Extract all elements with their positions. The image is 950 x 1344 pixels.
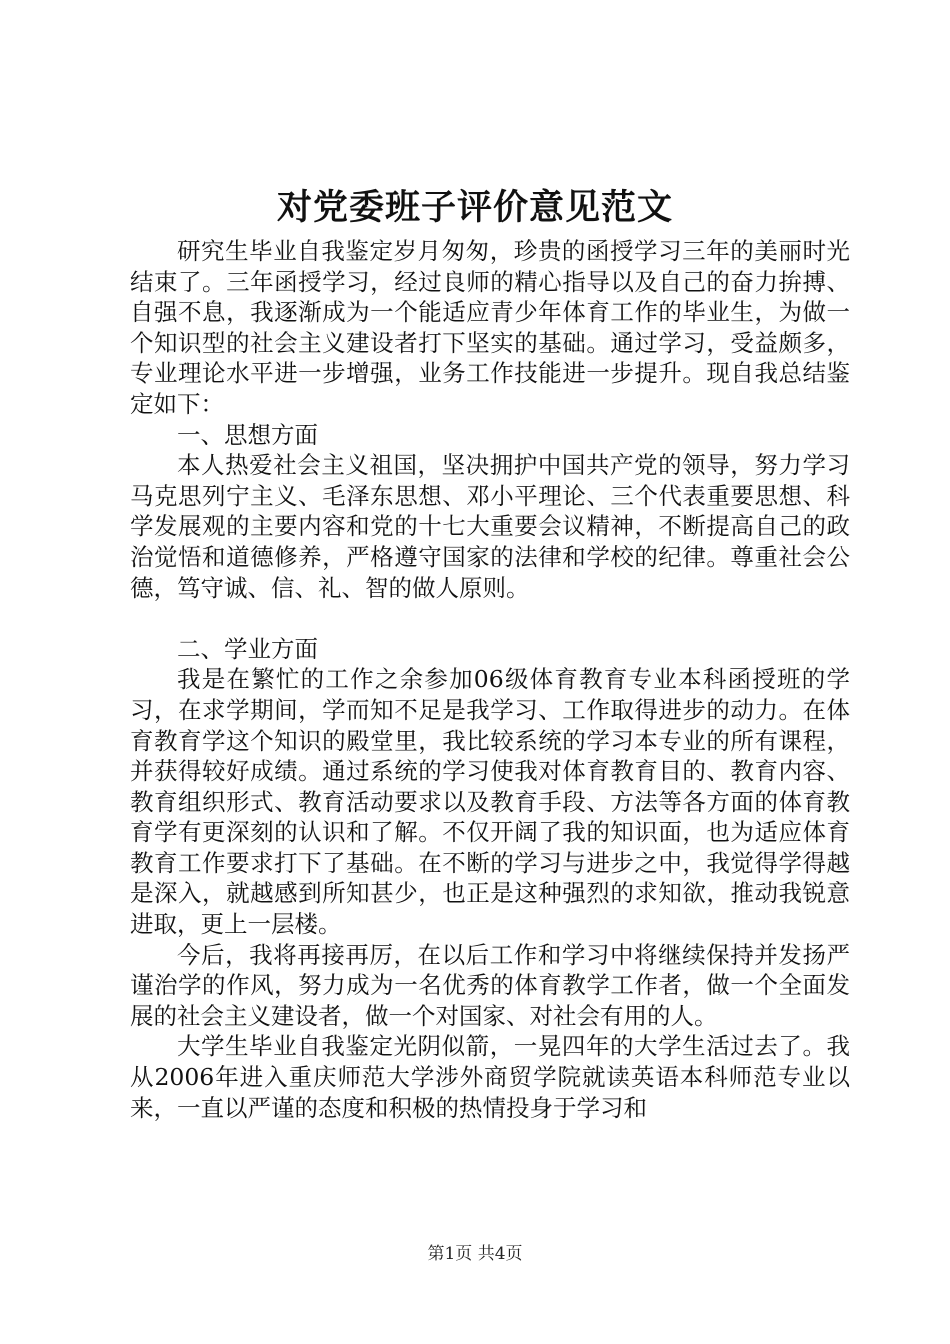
paragraph-thought: 本人热爱社会主义祖国，坚决拥护中国共产党的领导，努力学习马克思列宁主义、毛泽东思想、邓小平理论、三个代表重要思想、科学发展观的主要内容和党的十七大重要会议精神，不断提高自己的政治觉悟和道德修养，严格遵守国家的法律和学校的纪律。尊重社会公德，笃守诚、信、礼、智的做人原则。: [130, 451, 850, 602]
page-footer: 第1页 共4页: [427, 1244, 523, 1264]
document-title: 对党委班子评价意见范文: [276, 187, 673, 228]
blank-line: [130, 603, 850, 634]
paragraph-intro: 研究生毕业自我鉴定岁月匆匆，珍贵的函授学习三年的美丽时光结束了。三年函授学习，经过良师的精心指导以及自己的奋力拚搏、自强不息，我逐渐成为一个能适应青少年体育工作的毕业生，为做一个知识型的社会主义建设者打下坚实的基础。通过学习，受益颇多，专业理论水平进一步增强，业务工作技能进一步提升。现自我总结鉴定如下：: [130, 237, 850, 418]
paragraph-future: 今后，我将再接再厉，在以后工作和学习中将继续保持并发扬严谨治学的作风，努力成为一名优秀的体育教学工作者，做一个全面发展的社会主义建设者，做一个对国家、对社会有用的人。: [130, 940, 850, 1030]
document-body: [130, 236, 850, 1123]
section-heading-thought: 一、思想方面: [177, 420, 318, 449]
paragraph-study: 我是在繁忙的工作之余参加06级体育教育专业本科函授班的学习，在求学期间，学而知不足是我学习、工作取得进步的动力。在体育教育学这个知识的殿堂里，我比较系统的学习本专业的所有课程，并获得较好成绩。通过系统的学习使我对体育教育目的、教育内容、教育组织形式、教育活动要求以及教育手段、方法等各方面的体育教育学有更深刻的认识和了解。不仅开阔了我的知识面，也为适应体育教育工作要求打下了基础。在不断的学习与进步之中，我觉得学得越是深入，就越感到所知甚少，也正是这种强烈的求知欲，推动我锐意进取，更上一层楼。: [130, 665, 850, 939]
paragraph-college: 大学生毕业自我鉴定光阴似箭，一晃四年的大学生活过去了。我从2006年进入重庆师范大学涉外商贸学院就读英语本科师范专业以来，一直以严谨的态度和积极的热情投身于学习和: [130, 1032, 850, 1122]
section-heading-study: 二、学业方面: [177, 634, 318, 663]
